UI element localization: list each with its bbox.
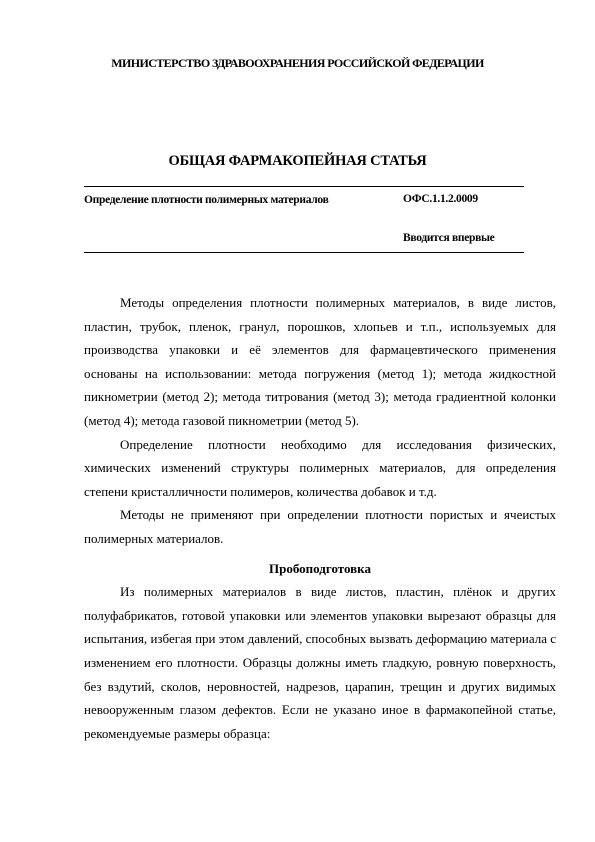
bottom-divider	[84, 252, 524, 253]
paragraph-purpose: Определение плотности необходимо для исследования физических, химических изменений структуры полимерных материалов, для определения степени кристалличности полимеров, количества добавок и т.д.	[84, 436, 556, 499]
paragraph-sample-prep: Из полимерных материалов в виде листов, пластин, плёнок и других полуфабрикатов, готовой упаковки или элементов упаковки вырезают образцы для испытания, избегая при этом давлений, способных вызвать деформацию материала с изменением его плотности. Образцы должны иметь гладкую, ровную поверхность, без вздутий, сколов, неровностей, надрезов, царапин, трещин и других видимых невооруженным глазом дефектов. Если не указано иное в фармакопейной статье, рекомендуемые размеры образца:	[84, 584, 556, 741]
section-heading: Пробоподготовка	[269, 560, 371, 576]
article-subject: Определение плотности полимерных материалов	[84, 194, 329, 206]
article-code: ОФС.1.1.2.0009	[403, 193, 478, 205]
top-divider	[84, 186, 524, 187]
article-status: Вводится впервые	[403, 232, 495, 244]
paragraph-limitations: Методы не применяют при определении плотности пористых и ячеистых полимерных материалов.	[84, 507, 556, 546]
paragraph-methods: Методы определения плотности полимерных материалов, в виде листов, пластин, трубок, пленок, гранул, порошков, хлопьев и т.п., используемых для производства упаковки и её элементов для фармацевтического применения основаны на использовании: метода погружения (метод 1); метода жидкостной пикнометрии (метод 2); метода титрования (метод 3); метода градиентной колонки (метод 4); метода газовой пикнометрии (метод 5).	[84, 295, 556, 428]
document-title: ОБЩАЯ ФАРМАКОПЕЙНАЯ СТАТЬЯ	[168, 153, 427, 169]
ministry-header: МИНИСТЕРСТВО ЗДРАВООХРАНЕНИЯ РОССИЙСКОЙ ФЕДЕРАЦИИ	[111, 56, 484, 70]
document-body	[84, 291, 556, 745]
